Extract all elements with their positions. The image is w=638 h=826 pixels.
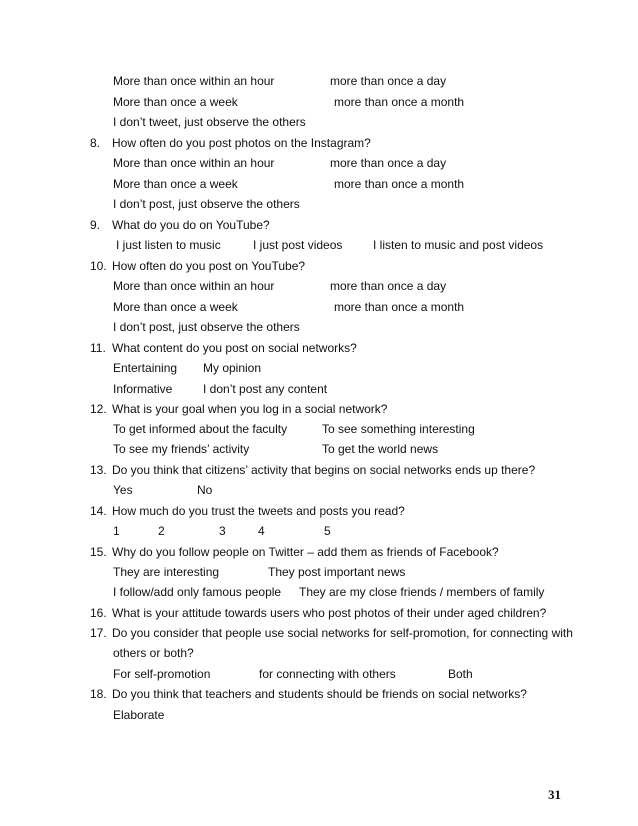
question-text: How much do you trust the tweets and posts you read? [112,504,405,518]
question-text: What is your attitude towards users who post photos of their under aged children? [112,606,547,620]
answer-option: more than once a month [334,177,465,191]
answer-option: They are my close friends / members of family [299,585,545,599]
question-number: 14. [90,504,107,518]
answer-option: more than once a day [330,74,447,88]
answer-option: I just listen to music [116,238,221,252]
question-number: 12. [90,402,107,416]
answer-option: My opinion [203,361,262,375]
answer-option: I don’t post, just observe the others [113,197,300,211]
answer-option: They post important news [268,565,406,579]
answer-option: I follow/add only famous people [113,585,282,599]
answer-option: More than once a week [113,95,238,109]
answer-option: more than once a month [334,300,465,314]
question-number: 17. [90,626,107,640]
answer-option: More than once a week [113,300,238,314]
answer-option: No [197,483,213,497]
answer-option: 3 [219,524,226,538]
answer-option: Elaborate [113,708,165,722]
question-text: How often do you post photos on the Instagram? [112,136,371,150]
answer-option: I don’t post, just observe the others [113,320,300,334]
answer-option: Yes [113,483,133,497]
question-number: 11. [90,341,106,355]
question-number: 9. [90,218,101,232]
answer-option: I just post videos [253,238,343,252]
answer-option: More than once within an hour [113,279,275,293]
question-number: 13. [90,463,107,477]
answer-option: To see my friends’ activity [113,442,250,456]
answer-option: Informative [113,382,173,396]
answer-option: For self-promotion [113,667,211,681]
question-text: Do you think that teachers and students should be friends on social networks? [112,687,527,701]
answer-option: more than once a day [330,279,447,293]
question-number: 8. [90,136,101,150]
page-number: 31 [548,787,561,802]
answer-option: Entertaining [113,361,178,375]
answer-option: 1 [113,524,120,538]
answer-option: more than once a day [330,156,447,170]
answer-option: More than once within an hour [113,74,275,88]
question-text: Why do you follow people on Twitter – add them as friends of Facebook? [112,545,499,559]
question-text: Do you consider that people use social networks for self-promotion, for connecting with [112,626,573,640]
answer-option: 5 [324,524,331,538]
answer-option: 2 [158,524,165,538]
question-text-continued: others or both? [113,646,194,660]
answer-option: I don’t tweet, just observe the others [113,115,306,129]
answer-option: 4 [258,524,265,538]
answer-option: I don’t post any content [203,382,328,396]
answer-option: To get informed about the faculty [113,422,288,436]
question-text: What is your goal when you log in a social network? [112,402,388,416]
question-number: 16. [90,606,107,620]
question-text: How often do you post on YouTube? [112,259,306,273]
answer-option: More than once a week [113,177,238,191]
answer-option: To see something interesting [322,422,475,436]
answer-option: To get the world news [322,442,439,456]
question-text: Do you think that citizens’ activity that begins on social networks ends up there? [112,463,536,477]
answer-option: More than once within an hour [113,156,275,170]
question-number: 10. [90,259,107,273]
answer-option: Both [448,667,473,681]
question-number: 18. [90,687,107,701]
question-text: What do you do on YouTube? [112,218,270,232]
answer-option: They are interesting [113,565,220,579]
answer-option: for connecting with others [259,667,396,681]
question-number: 15. [90,545,107,559]
answer-option: more than once a month [334,95,465,109]
question-text: What content do you post on social networks? [112,341,357,355]
answer-option: I listen to music and post videos [373,238,544,252]
